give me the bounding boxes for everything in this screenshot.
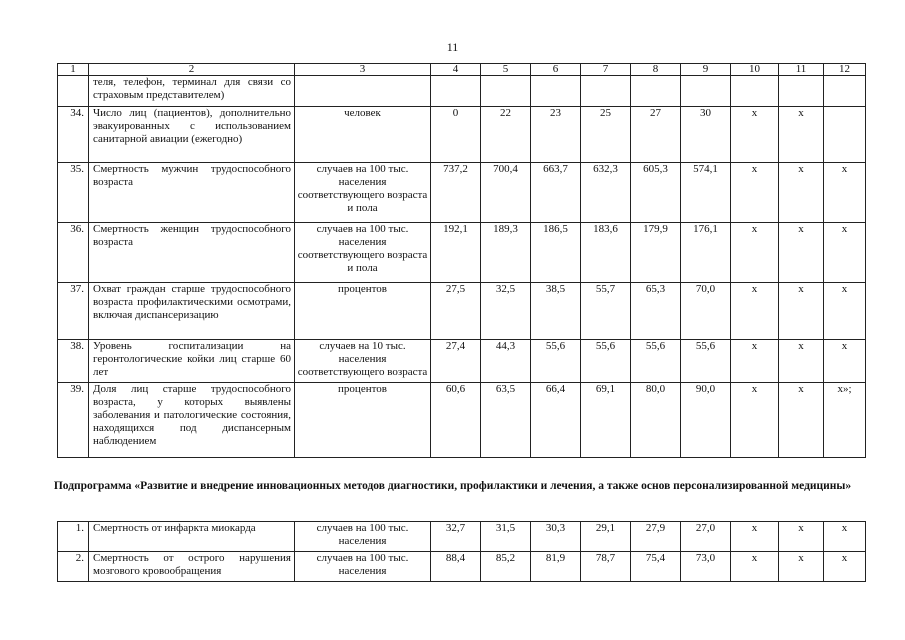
value-cell: x [779,552,824,582]
header-cell: 4 [431,64,481,76]
header-cell: 11 [779,64,824,76]
header-cell: 12 [824,64,866,76]
value-cell: 55,6 [681,340,731,383]
value-cell [581,76,631,107]
value-cell: x [824,283,866,340]
value-cell: 0 [431,107,481,163]
value-cell: 27,5 [431,283,481,340]
value-cell: 25 [581,107,631,163]
value-cell [681,76,731,107]
indicator-name: Смертность мужчин трудоспособного возраста [89,163,295,223]
value-cell: x [779,223,824,283]
value-cell: 186,5 [531,223,581,283]
row-number: 35. [58,163,89,223]
unit-cell: случаев на 100 тыс. населения [295,552,431,582]
row-number: 34. [58,107,89,163]
value-cell: x [731,283,779,340]
value-cell: 27,9 [631,522,681,552]
value-cell: 700,4 [481,163,531,223]
unit-cell: процентов [295,383,431,458]
value-cell: x [779,163,824,223]
value-cell [431,76,481,107]
value-cell: 80,0 [631,383,681,458]
value-cell: 75,4 [631,552,681,582]
header-cell: 5 [481,64,531,76]
value-cell [481,76,531,107]
indicator-name: Уровень госпитализации на геронтологические койки лиц старше 60 лет [89,340,295,383]
value-cell: x [779,383,824,458]
row-number: 39. [58,383,89,458]
row-number: 38. [58,340,89,383]
value-cell [824,107,866,163]
value-cell: 27 [631,107,681,163]
value-cell: x [824,163,866,223]
value-cell: x [824,552,866,582]
unit-cell: человек [295,107,431,163]
table-row [58,552,866,582]
value-cell: 73,0 [681,552,731,582]
header-cell: 3 [295,64,431,76]
header-cell: 7 [581,64,631,76]
table-row [58,107,866,163]
value-cell: 85,2 [481,552,531,582]
header-cell: 6 [531,64,581,76]
value-cell: x [731,107,779,163]
value-cell: 192,1 [431,223,481,283]
value-cell: 55,7 [581,283,631,340]
value-cell: 737,2 [431,163,481,223]
value-cell: 31,5 [481,522,531,552]
value-cell: 70,0 [681,283,731,340]
table-row [58,76,866,107]
value-cell: 65,3 [631,283,681,340]
value-cell: 27,0 [681,522,731,552]
value-cell: 78,7 [581,552,631,582]
header-cell: 8 [631,64,681,76]
value-cell: 88,4 [431,552,481,582]
indicator-name: Смертность от острого нарушения мозгового кровообращения [89,552,295,582]
header-cell: 2 [89,64,295,76]
unit-cell: процентов [295,283,431,340]
unit-cell: случаев на 100 тыс. населения соответствующего возраста и пола [295,163,431,223]
value-cell [779,76,824,107]
value-cell: x»; [824,383,866,458]
value-cell: 632,3 [581,163,631,223]
value-cell: 29,1 [581,522,631,552]
value-cell: 183,6 [581,223,631,283]
value-cell: x [779,522,824,552]
value-cell: 23 [531,107,581,163]
unit-cell: случаев на 10 тыс. населения соответствующего возраста [295,340,431,383]
value-cell: 55,6 [581,340,631,383]
value-cell: x [731,223,779,283]
value-cell: x [824,522,866,552]
value-cell: 30 [681,107,731,163]
unit-cell [295,76,431,107]
indicator-name: Доля лиц старше трудоспособного возраста, у которых выявлены заболевания и патологические состояния, находящихся под диспансерным наблюдением [89,383,295,458]
value-cell: 179,9 [631,223,681,283]
value-cell: 574,1 [681,163,731,223]
value-cell: 63,5 [481,383,531,458]
value-cell: 32,5 [481,283,531,340]
value-cell: x [779,340,824,383]
indicator-name: Смертность от инфаркта миокарда [89,522,295,552]
value-cell: 176,1 [681,223,731,283]
value-cell: 60,6 [431,383,481,458]
row-number: 37. [58,283,89,340]
value-cell: x [824,340,866,383]
value-cell: 38,5 [531,283,581,340]
value-cell: 27,4 [431,340,481,383]
row-number [58,76,89,107]
indicator-name: Охват граждан старше трудоспособного возраста профилактическими осмотрами, включая диспансеризацию [89,283,295,340]
value-cell: 55,6 [631,340,681,383]
value-cell [531,76,581,107]
value-cell: 32,7 [431,522,481,552]
value-cell: 66,4 [531,383,581,458]
value-cell: x [731,522,779,552]
value-cell: 69,1 [581,383,631,458]
value-cell: x [731,163,779,223]
header-cell: 10 [731,64,779,76]
table-row [58,340,866,383]
table-row [58,383,866,458]
header-cell: 9 [681,64,731,76]
indicator-name: Смертность женщин трудоспособного возраста [89,223,295,283]
table-row [58,283,866,340]
row-number: 36. [58,223,89,283]
value-cell: 90,0 [681,383,731,458]
value-cell: x [731,383,779,458]
value-cell: x [731,552,779,582]
unit-cell: случаев на 100 тыс. населения соответствующего возраста и пола [295,223,431,283]
subprogram-table [57,521,866,582]
value-cell: 189,3 [481,223,531,283]
value-cell [824,76,866,107]
value-cell: x [779,107,824,163]
table-row [58,522,866,552]
indicators-table [57,63,866,458]
table-row [58,163,866,223]
subprogram-title: Подпрограмма «Развитие и внедрение инновационных методов диагностики, профилактики и лечения, а также основ персонализированной медицины» [53,480,852,492]
page-number: 11 [446,40,459,54]
header-row [58,64,866,76]
value-cell: 81,9 [531,552,581,582]
value-cell [631,76,681,107]
indicator-name: теля, телефон, терминал для связи со страховым представителем) [89,76,295,107]
value-cell: 605,3 [631,163,681,223]
row-number: 2. [58,552,89,582]
value-cell: x [779,283,824,340]
value-cell: 44,3 [481,340,531,383]
value-cell: 22 [481,107,531,163]
value-cell: 663,7 [531,163,581,223]
value-cell [731,76,779,107]
indicator-name: Число лиц (пациентов), дополнительно эвакуированных с использованием санитарной авиации (ежегодно) [89,107,295,163]
header-cell: 1 [58,64,89,76]
value-cell: x [824,223,866,283]
row-number: 1. [58,522,89,552]
value-cell: 30,3 [531,522,581,552]
value-cell: 55,6 [531,340,581,383]
value-cell: x [731,340,779,383]
unit-cell: случаев на 100 тыс. населения [295,522,431,552]
table-row [58,223,866,283]
